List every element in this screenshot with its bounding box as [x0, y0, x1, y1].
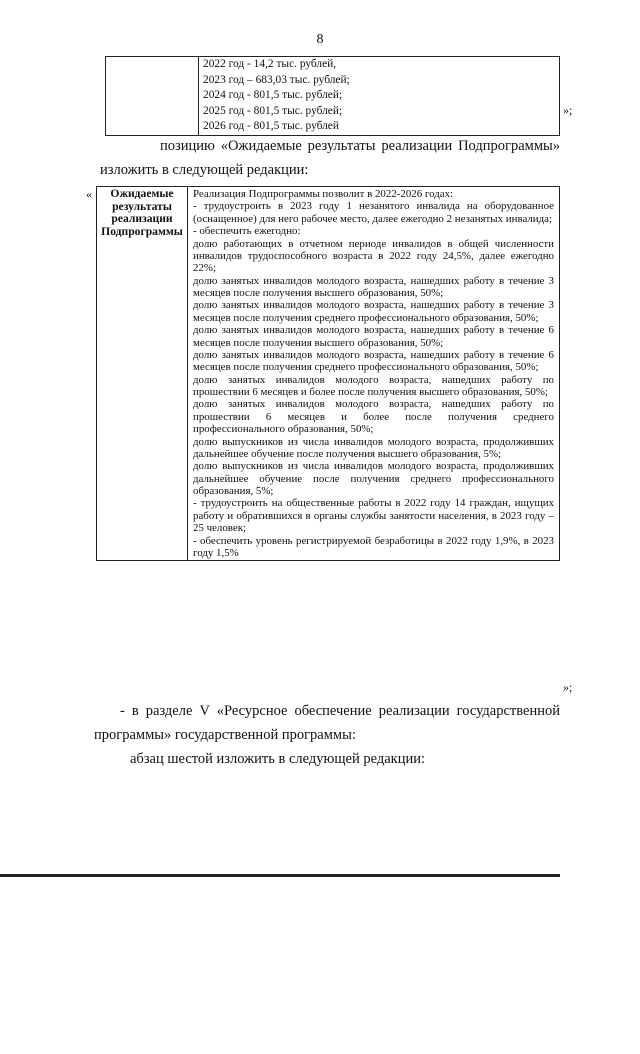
- paragraph-edit-instruction: изложить в следующей редакции:: [100, 162, 309, 178]
- funding-line: 2025 год - 801,5 тыс. рублей;: [203, 104, 343, 117]
- results-table-content-cell: [188, 187, 560, 561]
- bottom-rule: [0, 874, 560, 877]
- paragraph-section-v: - в разделе V «Ресурсное обеспечение реализации государственной: [120, 703, 560, 719]
- result-item: долю занятых инвалидов молодого возраста, нашедших работу в течение 3 месяцев после получения высшего образования, 50%;: [193, 274, 554, 299]
- result-item: - обеспечить ежегодно:: [193, 225, 301, 238]
- funding-table-closing-quote: »;: [563, 103, 573, 117]
- result-item: долю выпускников из числа инвалидов молодого возраста, продолживших дальнейшее обучение после получения среднего профессионального образования, 5%;: [193, 460, 554, 497]
- funding-line: 2022 год - 14,2 тыс. рублей,: [203, 58, 337, 70]
- paragraph-position-line: позицию «Ожидаемые результаты реализации Подпрограммы»: [160, 138, 560, 154]
- funding-table: [105, 56, 560, 136]
- results-table-opening-quote: «: [86, 187, 92, 201]
- funding-line: 2026 год - 801,5 тыс. рублей: [203, 120, 339, 132]
- funding-table-empty-cell: [106, 57, 199, 136]
- results-table: [96, 186, 560, 561]
- result-item: Реализация Подпрограммы позволит в 2022-2026 годах:: [193, 188, 454, 200]
- result-item: долю занятых инвалидов молодого возраста, нашедших работу в течение 3 месяцев после получения среднего профессионального образования, 50%;: [193, 299, 554, 324]
- result-item: долю занятых инвалидов молодого возраста, нашедших работу в течение 6 месяцев после получения среднего профессионального образования, 50%;: [193, 348, 554, 374]
- result-item: долю работающих в отчетном периоде инвалидов в общей численности инвалидов трудоспособного возраста в 2022 году 24,5%, далее ежегодно 22%;: [193, 237, 554, 275]
- results-table-closing-quote: »;: [563, 680, 573, 694]
- result-item: долю занятых инвалидов молодого возраста, нашедших работу в течение 6 месяцев после получения высшего образования, 50%;: [193, 324, 554, 349]
- paragraph-sixth-abzac: абзац шестой изложить в следующей редакции:: [130, 751, 425, 767]
- funding-line: 2023 год – 683,03 тыс. рублей;: [203, 73, 350, 86]
- result-item: долю занятых инвалидов молодого возраста, нашедших работу по прошествии 6 месяцев и более после получения высшего образования, 50%;: [193, 373, 554, 398]
- funding-line: 2024 год - 801,5 тыс. рублей;: [203, 89, 343, 101]
- result-item: - трудоустроить в 2023 году 1 незанятого инвалида на оборудованное (оснащенное) для него рабочее место, далее ежегодно 2 незанятых инвалида;: [193, 200, 554, 225]
- result-item: долю выпускников из числа инвалидов молодого возраста, продолживших дальнейшее обучение после получения высшего образования, 5%;: [193, 435, 554, 460]
- result-item: - трудоустроить на общественные работы в 2022 году 14 граждан, ищущих работу и обратившихся в органы службы занятости населения, в 2023 году – 25 человек;: [193, 497, 554, 535]
- paragraph-section-v-continued: программы» государственной программы:: [94, 727, 356, 743]
- result-item: - обеспечить уровень регистрируемой безработицы в 2022 году 1,9%, в 2023 году 1,5%: [193, 534, 554, 559]
- results-table-header-cell: Ожидаемые результаты реализации Подпрограммы: [97, 187, 188, 561]
- result-item: долю занятых инвалидов молодого возраста, нашедших работу по прошествии 6 месяцев и более после получения среднего профессионального образования, 50%;: [193, 398, 554, 436]
- funding-table-values-cell: [199, 57, 560, 136]
- page-number: 8: [316, 32, 324, 47]
